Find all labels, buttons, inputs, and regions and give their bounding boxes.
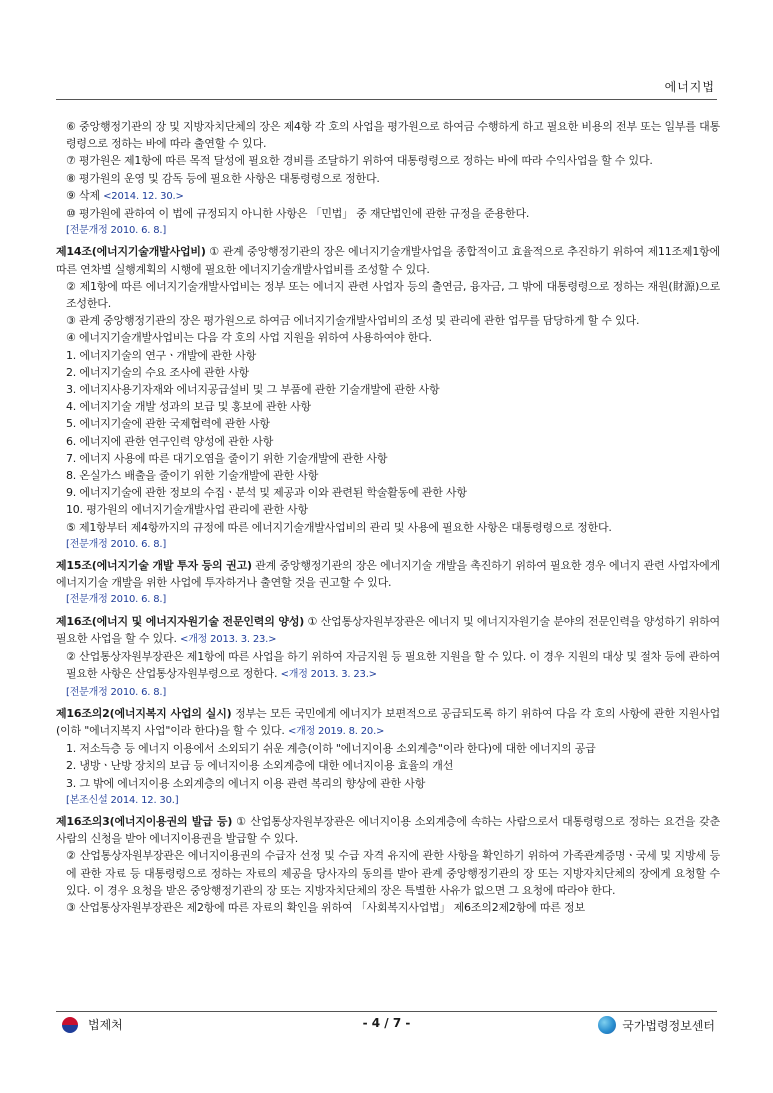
document-body: [56, 118, 720, 916]
paragraph: ③ 산업통상자원부장관은 제2항에 따른 자료의 확인을 위하여 「사회복지사업법」 제6조의2제2항에 따른 정보: [66, 900, 585, 914]
list-item: 3. 그 밖에 에너지이용 소외계층의 에너지 이용 관련 복리의 향상에 관한 사항: [66, 776, 426, 790]
footer-divider: [56, 1011, 717, 1012]
revision-history: [전문개정 2010. 6. 8.]: [66, 538, 167, 550]
list-item: 2. 에너지기술의 수요 조사에 관한 사항: [66, 365, 249, 379]
list-item: 2. 냉방ㆍ난방 장치의 보급 등 에너지이용 소외계층에 대한 에너지이용 효율의 개선: [66, 759, 454, 773]
revision-history: [전문개정 2010. 6. 8.]: [66, 686, 167, 698]
revision-history: [전문개정 2010. 6. 8.]: [66, 225, 167, 237]
article-15: [56, 557, 720, 609]
paragraph: ⑩ 평가원에 관하여 이 법에 규정되지 아니한 사항은 「민법」 중 재단법인에 관한 규정을 준용한다.: [66, 207, 530, 221]
article-title: 제14조(에너지기술개발사업비): [56, 245, 206, 259]
list-item: 3. 에너지사용기자재와 에너지공급설비 및 그 부품에 관한 기술개발에 관한 사항: [66, 383, 440, 397]
amendment-note: <2014. 12. 30.>: [103, 190, 184, 202]
list-item: 1. 에너지기술의 연구ㆍ개발에 관한 사항: [66, 348, 257, 362]
page-number: - 4 / 7 -: [362, 1016, 411, 1030]
paragraph: ⑤ 제1항부터 제4항까지의 규정에 따른 에너지기술개발사업비의 관리 및 사용에 필요한 사항은 대통령령으로 정한다.: [66, 520, 612, 534]
article-title: 제16조(에너지 및 에너지자원기술 전문인력의 양성): [56, 614, 305, 628]
list-item: 6. 에너지에 관한 연구인력 양성에 관한 사항: [66, 434, 274, 448]
law-info-center-logo-icon: [598, 1016, 616, 1034]
publisher-label: 법제처: [88, 1018, 123, 1032]
paragraph-text: ① 산업통상자원부장관은 에너지 및 에너지자원기술 분야의 전문인력을 양성하기 위하여 필요한 사업을 할 수 있다.: [56, 614, 720, 645]
footer-source: [598, 1016, 715, 1034]
paragraph: ③ 관계 중앙행정기관의 장은 평가원으로 하여금 에너지기술개발사업비의 조성 및 관리에 관한 업무를 담당하게 할 수 있다.: [66, 314, 640, 328]
list-item: 10. 평가원의 에너지기술개발사업 관리에 관한 사항: [66, 503, 308, 517]
list-item: 9. 에너지기술에 관한 정보의 수집ㆍ분석 및 제공과 이와 관련된 학술활동에 관한 사항: [66, 486, 467, 500]
paragraph-text: ① 관계 중앙행정기관의 장은 에너지기술개발사업을 종합적이고 효율적으로 추진하기 위하여 제11조제1항에 따른 연차별 실행계획의 시행에 필요한 에너지기술개발사업비를 조성할 수 있다.: [56, 245, 720, 276]
article-title: 제16조의2(에너지복지 사업의 실시): [56, 706, 232, 720]
paragraph: ② 산업통상자원부장관은 에너지이용권의 수급자 선정 및 수급 자격 유지에 관한 사항을 확인하기 위하여 가족관계증명ㆍ국세 및 지방세 등에 관한 자료 등 대통령령으로 정하는 자료의 제공을 당사자의 동의를 받아 관계 중앙행정기관의 장 또는 지방자치단체의 장에게 요청할 수 있다. 이 경우 요청을 받은 중앙행정기관의 장 또는 지방자치단체의 장은 특별한 사유가 없으면 그 요청에 따라야 한다.: [66, 849, 720, 897]
paragraph: [56, 187, 720, 205]
amendment-note: <개정 2013. 3. 23.>: [280, 669, 377, 681]
amendment-note: <개정 2019. 8. 20.>: [287, 725, 385, 737]
article-16-2: [56, 705, 720, 809]
paragraph-text: ⑨ 삭제: [66, 188, 100, 202]
paragraph-text: 정부는 모든 국민에게 에너지가 보편적으로 공급되도록 하기 위하여 다음 각 호의 사항에 관한 지원사업(이하 "에너지복지 사업"이라 한다)을 할 수 있다.: [56, 706, 721, 737]
list-item: 5. 에너지기술에 관한 국제협력에 관한 사항: [66, 417, 270, 431]
paragraph: ② 제1항에 따른 에너지기술개발사업비는 정부 또는 에너지 관련 사업자 등의 출연금, 융자금, 그 밖에 대통령령으로 정하는 재원(財源)으로 조성한다.: [66, 279, 720, 311]
revision-history: [본조신설 2014. 12. 30.]: [66, 794, 179, 806]
paragraph: ⑦ 평가원은 제1항에 따른 목적 달성에 필요한 경비를 조달하기 위하여 대통령령으로 정하는 바에 따라 수익사업을 할 수 있다.: [66, 154, 653, 168]
paragraph-text: ① 산업통상자원부장관은 에너지이용 소외계층에 속하는 사람으로서 대통령령으로 정하는 요건을 갖춘 사람의 신청을 받아 에너지이용권을 발급할 수 있다.: [56, 814, 720, 846]
article-title: 제16조의3(에너지이용권의 발급 등): [56, 814, 233, 828]
paragraph-text: ② 산업통상자원부장관은 제1항에 따른 사업을 하기 위하여 자금지원 등 필요한 지원을 할 수 있다. 이 경우 지원의 대상 및 절차 등에 관하여 필요한 사항은 산업통상자원부령으로 정한다.: [66, 650, 720, 681]
list-item: 4. 에너지기술 개발 성과의 보급 및 홍보에 관한 사항: [66, 400, 311, 414]
paragraph: ④ 에너지기술개발사업비는 다음 각 호의 사업 지원을 위하여 사용하여야 한다.: [66, 331, 432, 345]
article-16-3: [56, 813, 720, 916]
paragraph-text: 관계 중앙행정기관의 장은 에너지기술 개발을 촉진하기 위하여 필요한 경우 에너지 관련 사업자에게 에너지기술 개발을 위한 사업에 투자하거나 출연할 것을 권고할 수 있다.: [56, 559, 720, 590]
revision-history: [전문개정 2010. 6. 8.]: [66, 594, 167, 606]
paragraph: ⑥ 중앙행정기관의 장 및 지방자치단체의 장은 제4항 각 호의 사업을 평가원으로 하여금 수행하게 하고 필요한 비용의 전부 또는 일부를 대통령령으로 정하는 바에 따라 출연할 수 있다.: [66, 120, 720, 151]
list-item: 8. 온실가스 배출을 줄이기 위한 기술개발에 관한 사항: [66, 469, 319, 483]
document-title: 에너지법: [664, 80, 715, 94]
article-13-continued: [56, 118, 720, 239]
paragraph: ⑧ 평가원의 운영 및 감독 등에 필요한 사항은 대통령령으로 정한다.: [66, 171, 380, 185]
list-item: 1. 저소득층 등 에너지 이용에서 소외되기 쉬운 계층(이하 "에너지이용 소외계층"이라 한다)에 대한 에너지의 공급: [66, 742, 596, 756]
source-label: 국가법령정보센터: [622, 1018, 715, 1033]
list-item: 7. 에너지 사용에 따른 대기오염을 줄이기 위한 기술개발에 관한 사항: [66, 451, 388, 465]
article-title: 제15조(에너지기술 개발 투자 등의 권고): [56, 559, 252, 573]
article-14: [56, 243, 720, 553]
amendment-note: <개정 2013. 3. 23.>: [180, 633, 277, 645]
article-16: [56, 613, 720, 701]
header-divider: [56, 99, 717, 100]
